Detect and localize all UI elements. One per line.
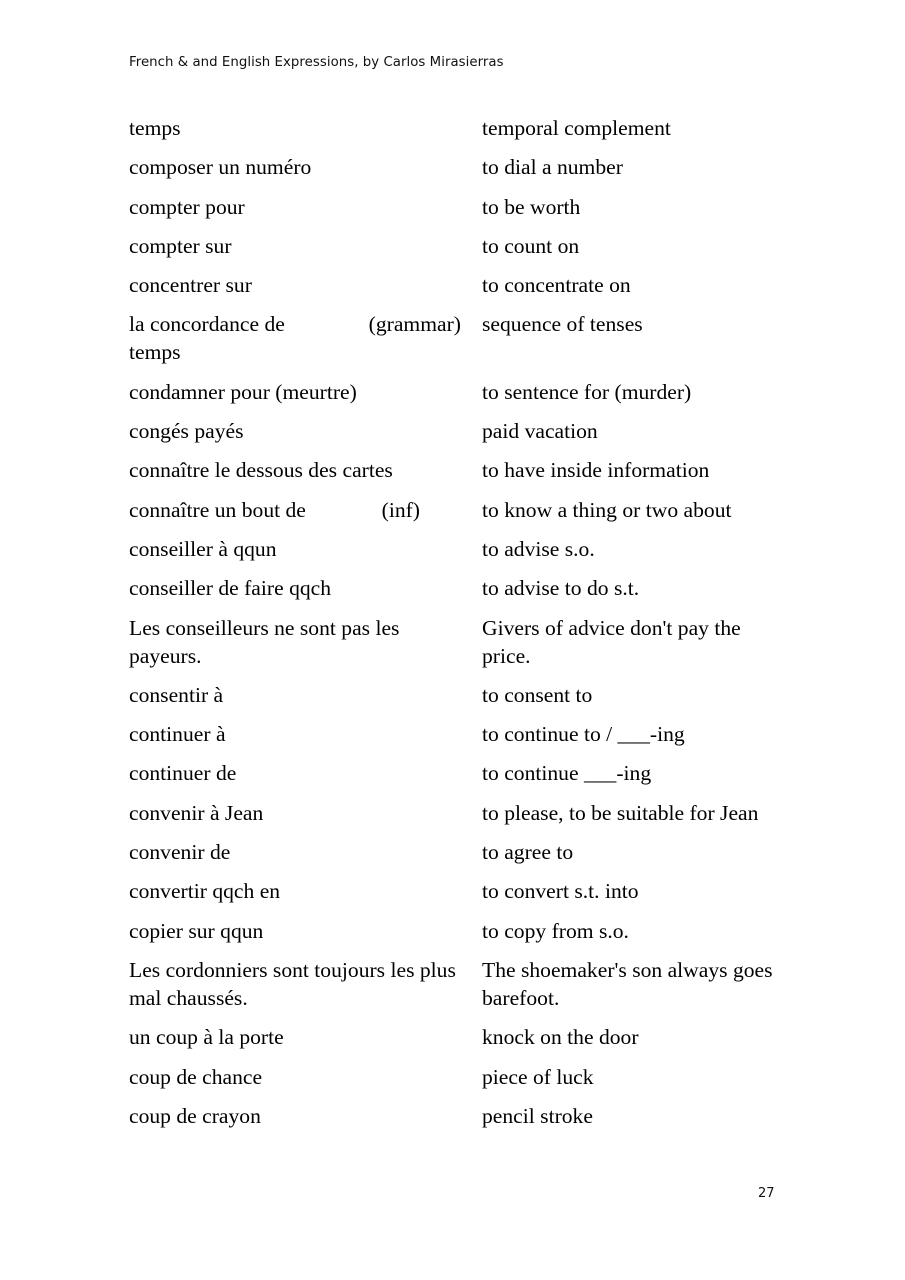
table-row: [129, 232, 789, 260]
english-translation: to consent to: [482, 682, 593, 707]
table-row: [129, 456, 789, 484]
french-expression: Les cordonniers sont toujours les plus mal chaussés.: [129, 957, 456, 1010]
french-expression: Les conseilleurs ne sont pas les payeurs.: [129, 615, 400, 668]
french-expression: conseiller de faire qqch: [129, 576, 332, 601]
table-row: [129, 535, 789, 563]
table-row: [129, 153, 789, 181]
french-expression: conseiller à qqun: [129, 536, 277, 561]
english-translation: to concentrate on: [482, 273, 631, 298]
french-expression: un coup à la porte: [129, 1025, 284, 1050]
french-expression: compter pour: [129, 194, 245, 219]
table-row: [129, 838, 789, 866]
table-row: [129, 799, 789, 827]
english-translation: to dial a number: [482, 155, 623, 180]
english-translation: The shoemaker's son always goes barefoot.: [482, 957, 773, 1010]
french-expression: convertir qqch en: [129, 879, 281, 904]
english-translation: to have inside information: [482, 458, 710, 483]
french-expression: convenir de: [129, 840, 231, 865]
table-row: [129, 759, 789, 787]
french-expression: concentrer sur: [129, 273, 252, 298]
english-translation: to copy from s.o.: [482, 918, 629, 943]
french-expression: convenir à Jean: [129, 800, 264, 825]
french-expression: compter sur: [129, 233, 232, 258]
french-expression: temps: [129, 116, 181, 140]
table-row: [129, 1063, 789, 1091]
english-translation: to convert s.t. into: [482, 879, 639, 904]
table-row: [129, 271, 789, 299]
french-expression: congés payés: [129, 419, 244, 444]
english-translation: to be worth: [482, 194, 581, 219]
page-number: 27: [758, 1186, 775, 1201]
table-row: [129, 917, 789, 945]
english-translation: temporal complement: [482, 116, 671, 140]
usage-note: (grammar): [368, 312, 461, 337]
english-translation: paid vacation: [482, 419, 598, 444]
usage-note: (inf): [381, 497, 420, 522]
french-expression: coup de crayon: [129, 1103, 261, 1128]
french-expression: connaître un bout de: [129, 497, 306, 522]
french-expression: composer un numéro: [129, 155, 312, 180]
table-row: [129, 1102, 789, 1130]
english-translation: piece of luck: [482, 1064, 594, 1089]
table-row: [129, 614, 789, 670]
french-expression: copier sur qqun: [129, 918, 264, 943]
english-translation: to continue ___-ing: [482, 761, 652, 786]
english-translation: to agree to: [482, 840, 574, 865]
english-translation: sequence of tenses: [482, 312, 643, 337]
english-translation: to please, to be suitable for Jean: [482, 800, 759, 825]
french-expression: continuer de: [129, 761, 237, 786]
table-row: [129, 1023, 789, 1051]
table-row: [129, 193, 789, 221]
table-row: [129, 681, 789, 709]
french-expression: condamner pour (meurtre): [129, 379, 357, 404]
french-expression: la concordance de temps: [129, 312, 285, 365]
table-row: [129, 417, 789, 445]
french-cell: [129, 496, 482, 524]
running-header: French & and English Expressions, by Carlos Mirasierras: [129, 55, 504, 70]
french-expression: connaître le dessous des cartes: [129, 458, 393, 483]
english-translation: to continue to / ___-ing: [482, 722, 685, 747]
english-translation: Givers of advice don't pay the price.: [482, 615, 741, 668]
table-row: [129, 114, 789, 142]
table-row: [129, 496, 789, 524]
french-expression: consentir à: [129, 682, 224, 707]
french-cell: [129, 310, 482, 366]
table-row: [129, 574, 789, 602]
english-translation: to advise s.o.: [482, 536, 595, 561]
english-translation: to count on: [482, 233, 580, 258]
table-row: [129, 720, 789, 748]
english-translation: to sentence for (murder): [482, 379, 692, 404]
table-row: [129, 956, 789, 1012]
english-translation: knock on the door: [482, 1025, 639, 1050]
english-translation: pencil stroke: [482, 1103, 593, 1128]
english-translation: to know a thing or two about: [482, 497, 732, 522]
english-translation: to advise to do s.t.: [482, 576, 640, 601]
table-row: [129, 378, 789, 406]
french-expression: coup de chance: [129, 1064, 263, 1089]
expressions-table: [129, 114, 789, 1141]
french-expression: continuer à: [129, 722, 226, 747]
table-row: [129, 877, 789, 905]
table-row: [129, 310, 789, 366]
